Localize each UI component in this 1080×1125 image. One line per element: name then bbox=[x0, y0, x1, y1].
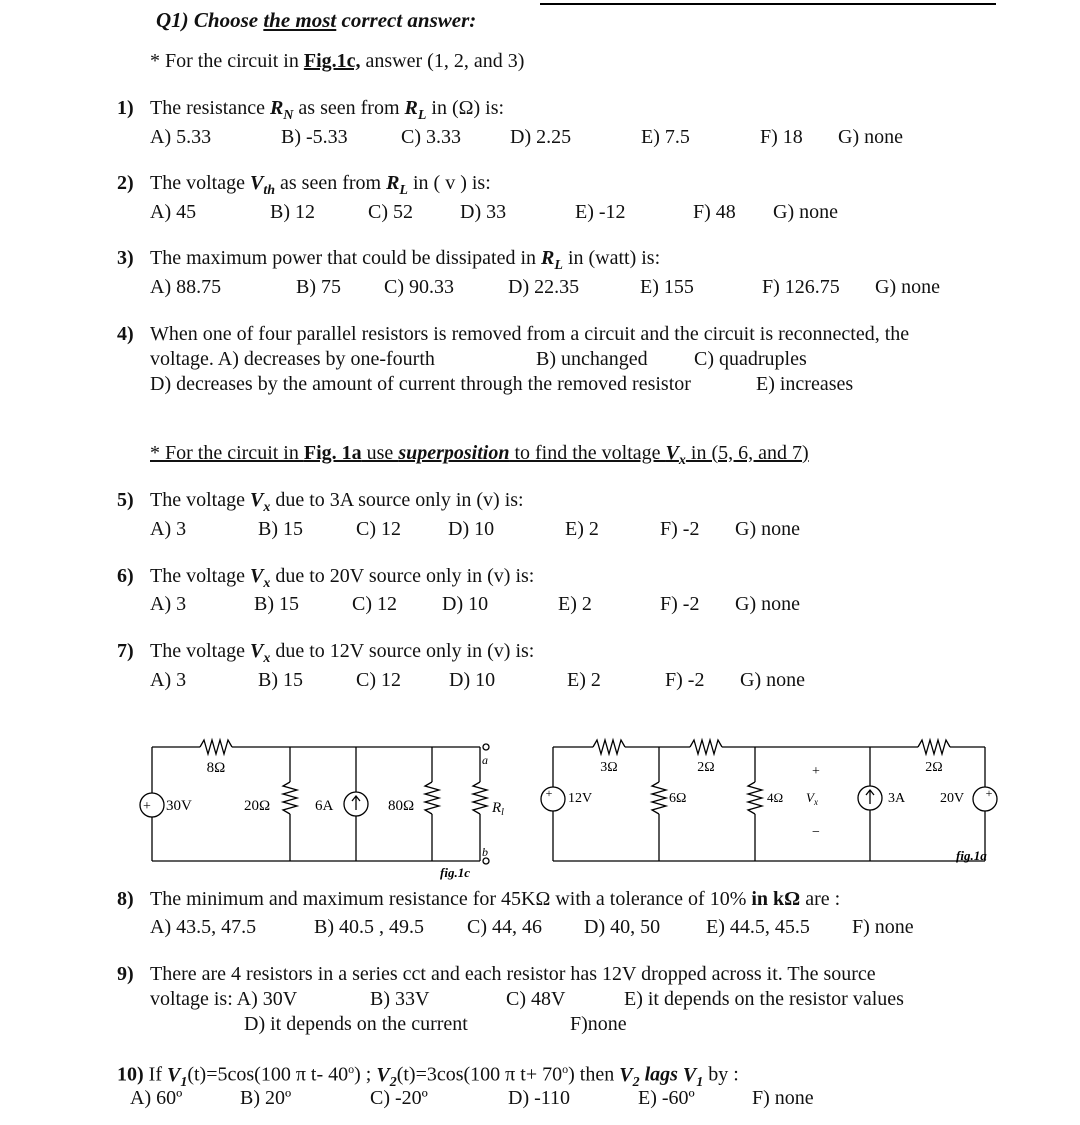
option: G) none bbox=[838, 126, 903, 148]
question-9-line2b: B) 33V bbox=[370, 988, 430, 1010]
label-3a: 3A bbox=[888, 791, 906, 806]
question-9-line2d: E) it depends on the resistor values bbox=[624, 988, 904, 1010]
question-4-line2a: voltage. A) decreases by one-fourth bbox=[150, 348, 435, 370]
question-9-line3a: D) it depends on the current bbox=[244, 1013, 468, 1035]
option: F) none bbox=[852, 916, 914, 938]
option: G) none bbox=[735, 593, 800, 615]
option: B) 15 bbox=[258, 669, 303, 691]
label-6ohm: 6Ω bbox=[669, 791, 687, 806]
question-number: 8) bbox=[117, 888, 134, 910]
question-4-line3a: D) decreases by the amount of current through the removed resistor bbox=[150, 373, 691, 395]
question-4-line1: When one of four parallel resistors is removed from a circuit and the circuit is reconnected, the bbox=[150, 323, 910, 345]
question-number: 6) bbox=[117, 565, 134, 587]
question-9-line3b: F)none bbox=[570, 1013, 627, 1035]
label-2ohm: 2Ω bbox=[697, 760, 715, 775]
option: B) 75 bbox=[296, 276, 341, 298]
option: G) none bbox=[740, 669, 805, 691]
question-1-text: The resistance $R_N$ as seen from $R_L$ in (Ω) is: bbox=[150, 97, 505, 123]
vx-minus: − bbox=[812, 825, 820, 840]
option: B) 15 bbox=[254, 593, 299, 615]
question-2-text: The voltage $V_{th}$ as seen from $R_L$ in ( v ) is: bbox=[150, 172, 491, 198]
option: D) 40, 50 bbox=[584, 916, 661, 938]
label-4ohm: 4Ω bbox=[767, 790, 784, 805]
question-number: 7) bbox=[117, 640, 134, 662]
option: D) 22.35 bbox=[508, 276, 580, 298]
question-6-text: The voltage $V_x$ due to 20V source only in (v) is: bbox=[150, 565, 535, 591]
label-8ohm: 8Ω bbox=[206, 760, 226, 776]
label-20ohm: 20Ω bbox=[244, 798, 271, 814]
label-12v: 12V bbox=[568, 791, 593, 806]
option: C) 12 bbox=[352, 593, 397, 615]
option: E) -12 bbox=[575, 201, 626, 223]
option: D) 10 bbox=[449, 669, 496, 691]
option: C) 90.33 bbox=[384, 276, 454, 298]
label-3ohm: 3Ω bbox=[600, 760, 618, 775]
label-6a: 6A bbox=[315, 798, 334, 814]
source-polarity-plus: + bbox=[143, 799, 151, 814]
instruction-fig1c: * For the circuit in Fig.1c, answer (1, 2, and 3) bbox=[150, 50, 525, 72]
option: G) none bbox=[735, 518, 800, 540]
caption-fig1c: fig.1c bbox=[440, 865, 470, 880]
option: C) 12 bbox=[356, 518, 401, 540]
label-node-b: b bbox=[482, 845, 488, 859]
option: B) 40.5 , 49.5 bbox=[314, 916, 424, 938]
question-4-line2c: C) quadruples bbox=[694, 348, 807, 370]
top-rule bbox=[540, 3, 996, 5]
option: D) 10 bbox=[442, 593, 489, 615]
option: A) 88.75 bbox=[150, 276, 222, 298]
option: D) -110 bbox=[508, 1087, 571, 1109]
question-number: 9) bbox=[117, 963, 134, 985]
question-number: 3) bbox=[117, 247, 134, 269]
option: B) -5.33 bbox=[281, 126, 348, 148]
option: E) 2 bbox=[567, 669, 601, 691]
instruction-fig1a: * For the circuit in Fig. 1a use superposition to find the voltage $V_x$ in (5, 6, and 7) bbox=[150, 442, 809, 468]
option: A) 60º bbox=[130, 1087, 183, 1109]
option: F) 126.75 bbox=[762, 276, 840, 298]
question-number: 4) bbox=[117, 323, 134, 345]
label-node-a: a bbox=[482, 753, 488, 767]
question-4-line2b: B) unchanged bbox=[536, 348, 648, 370]
option: E) 2 bbox=[558, 593, 592, 615]
label-vx: $V_x$ bbox=[806, 790, 818, 807]
option: F) 48 bbox=[693, 201, 736, 223]
option: F) -2 bbox=[660, 593, 700, 615]
vx-plus: + bbox=[812, 764, 820, 779]
option: F) -2 bbox=[665, 669, 705, 691]
page-title: Q1) Choose the most correct answer: bbox=[156, 8, 477, 32]
question-number: 5) bbox=[117, 489, 134, 511]
option: E) 44.5, 45.5 bbox=[706, 916, 810, 938]
label-2ohm-right: 2Ω bbox=[925, 760, 943, 775]
source-polarity-plus: + bbox=[545, 786, 553, 800]
option: D) 2.25 bbox=[510, 126, 572, 148]
caption-fig1a: fig.1a bbox=[956, 848, 987, 863]
option: C) 44, 46 bbox=[467, 916, 542, 938]
option: B) 20º bbox=[240, 1087, 292, 1109]
question-9-line2a: voltage is: A) 30V bbox=[150, 988, 298, 1010]
option: A) 43.5, 47.5 bbox=[150, 916, 257, 938]
option: A) 3 bbox=[150, 518, 187, 540]
option: A) 3 bbox=[150, 669, 187, 691]
option: A) 3 bbox=[150, 593, 187, 615]
option: D) 10 bbox=[448, 518, 495, 540]
question-9-line2c: C) 48V bbox=[506, 988, 566, 1010]
option: E) -60º bbox=[638, 1087, 695, 1109]
option: F) 18 bbox=[760, 126, 803, 148]
option: C) 52 bbox=[368, 201, 413, 223]
label-20v: 20V bbox=[940, 791, 965, 806]
source-polarity-plus: + bbox=[985, 786, 993, 800]
option: B) 15 bbox=[258, 518, 303, 540]
option: E) 2 bbox=[565, 518, 599, 540]
option: B) 12 bbox=[270, 201, 315, 223]
question-number: 2) bbox=[117, 172, 134, 194]
label-rl: $R_l$ bbox=[492, 800, 504, 818]
question-8-text: The minimum and maximum resistance for 45KΩ with a tolerance of 10% in kΩ are : bbox=[150, 888, 841, 910]
question-5-text: The voltage $V_x$ due to 3A source only in (v) is: bbox=[150, 489, 524, 515]
question-9-line1: There are 4 resistors in a series cct and each resistor has 12V dropped across it. The source bbox=[150, 963, 876, 985]
label-80ohm: 80Ω bbox=[388, 798, 415, 814]
option: D) 33 bbox=[460, 201, 507, 223]
option: E) 155 bbox=[640, 276, 694, 298]
option: E) 7.5 bbox=[641, 126, 690, 148]
option: C) 12 bbox=[356, 669, 401, 691]
question-number: 1) bbox=[117, 97, 134, 119]
option: C) -20º bbox=[370, 1087, 428, 1109]
option: A) 5.33 bbox=[150, 126, 212, 148]
voltage-source-12v bbox=[541, 787, 565, 811]
label-30v: 30V bbox=[166, 798, 192, 814]
question-10-text: 10) If $V_1(t)=5\cos(100$ π t- 40$^o$) ; $V_2(t)=3\cos(100$ π $t+ 70^o$) then $V_2$ lags $V_1$ by : bbox=[117, 1062, 739, 1090]
terminal-a bbox=[483, 744, 489, 750]
option: G) none bbox=[773, 201, 838, 223]
circuit-figures bbox=[0, 730, 1080, 880]
question-3-text: The maximum power that could be dissipated in $R_L$ in (watt) is: bbox=[150, 247, 661, 273]
option: F) -2 bbox=[660, 518, 700, 540]
question-7-text: The voltage $V_x$ due to 12V source only in (v) is: bbox=[150, 640, 535, 666]
option: G) none bbox=[875, 276, 940, 298]
question-4-line3b: E) increases bbox=[756, 373, 854, 395]
option: C) 3.33 bbox=[401, 126, 461, 148]
option: F) none bbox=[752, 1087, 814, 1109]
option: A) 45 bbox=[150, 201, 197, 223]
